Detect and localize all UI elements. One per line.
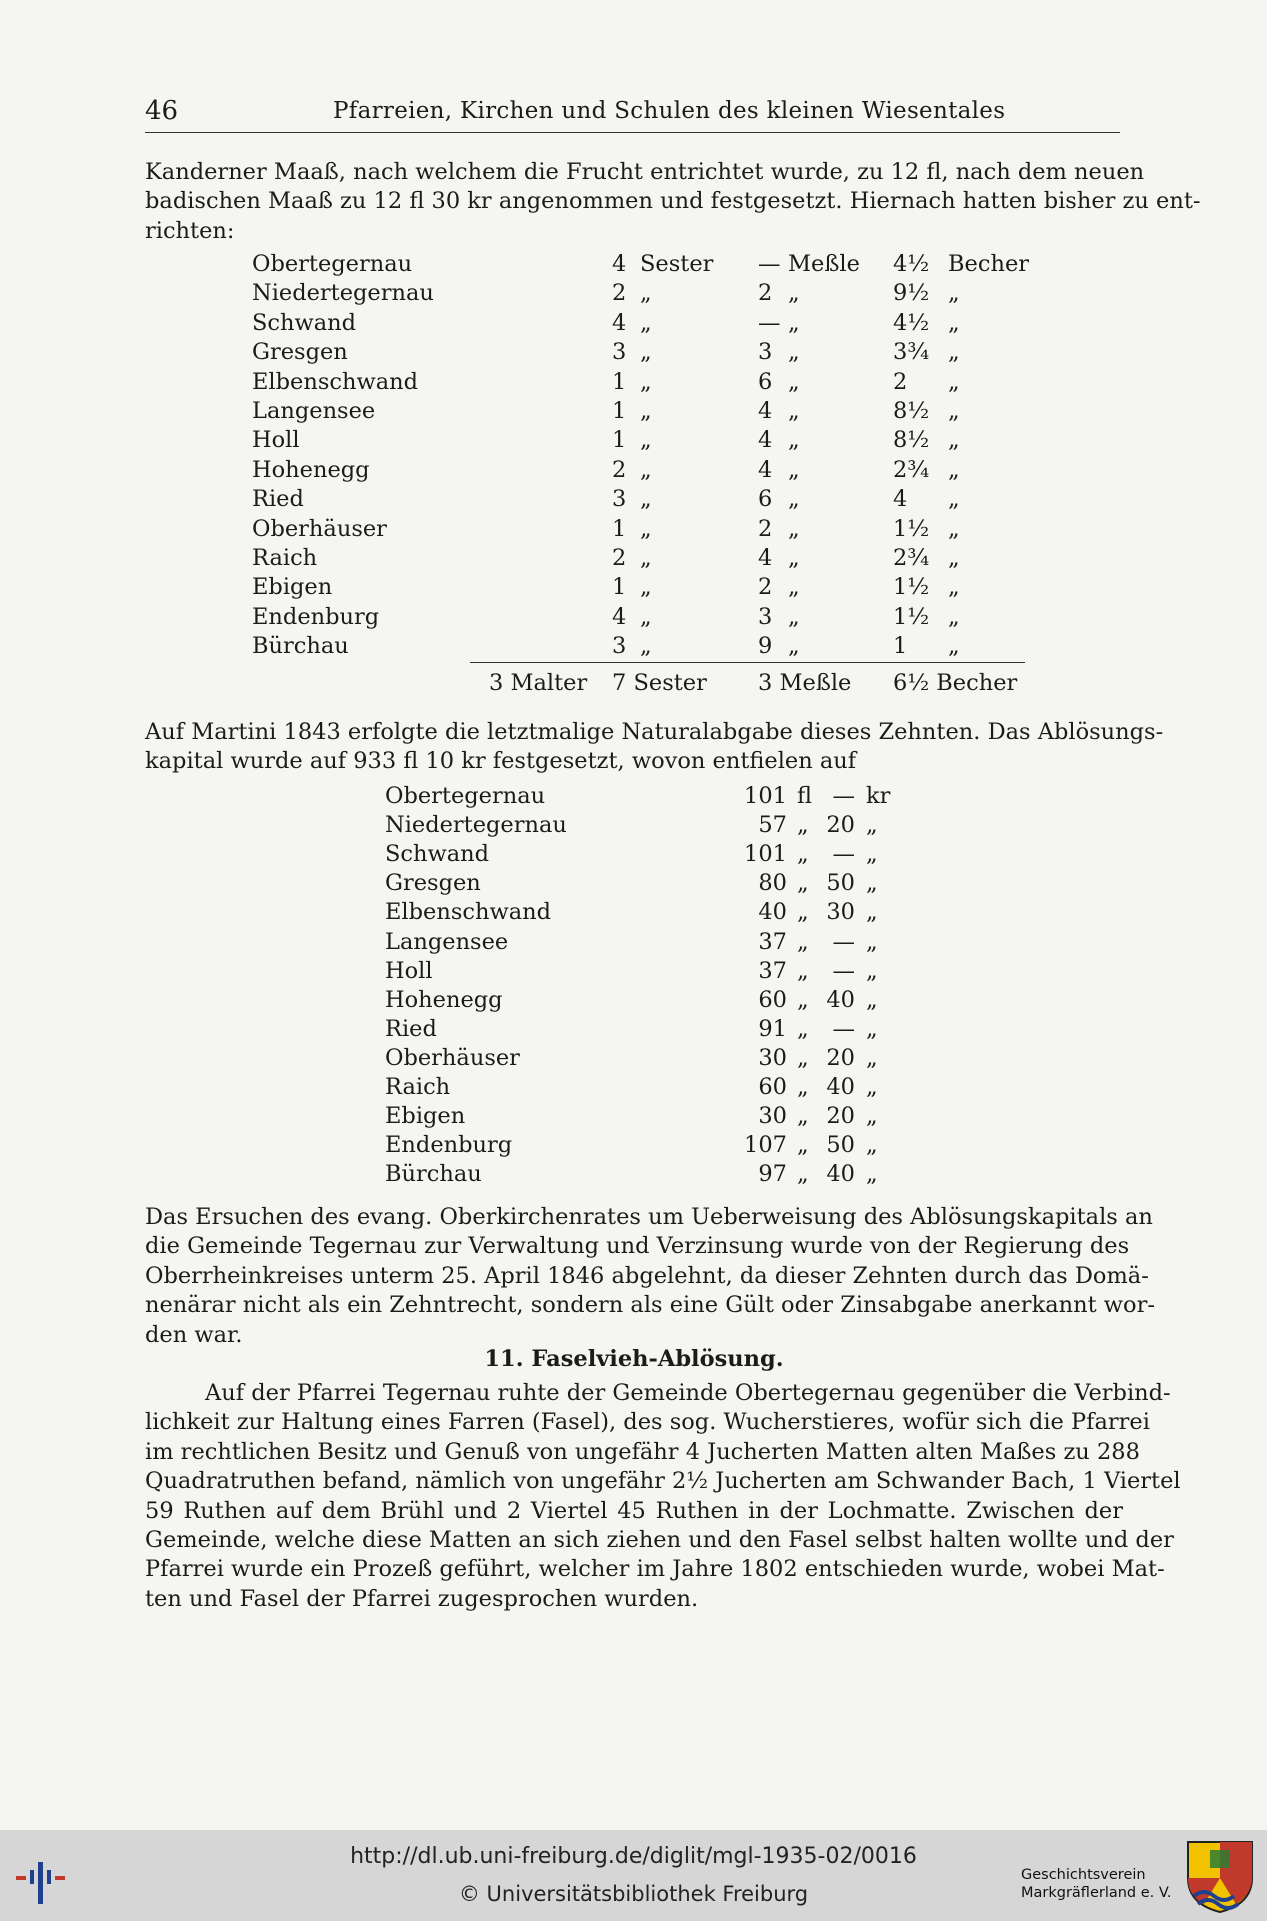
messle-value: 2 xyxy=(758,280,773,307)
place-name: Bürchau xyxy=(252,633,349,660)
becher-unit: „ xyxy=(948,456,960,483)
becher-unit: „ xyxy=(948,545,960,571)
gulden-unit: „ xyxy=(797,928,809,955)
becher-unit: „ xyxy=(948,574,960,601)
gulden-value: 80 xyxy=(758,870,787,897)
place-name: Ebigen xyxy=(252,574,333,601)
total-malter: 3 Malter xyxy=(489,670,588,696)
text-line: lichkeit zur Haltung eines Farren (Fasel), des sog. Wucherstieres, wofür sich die Pfarrei xyxy=(145,1409,1150,1436)
kreuzer-unit: „ xyxy=(866,870,878,897)
messle-unit: „ xyxy=(788,515,800,542)
text-line: richten: xyxy=(145,217,235,244)
sester-value: 3 xyxy=(612,633,627,660)
becher-unit: „ xyxy=(948,339,960,366)
gulden-unit: „ xyxy=(797,1074,809,1100)
sester-value: 4 xyxy=(612,251,627,277)
text-line: Kanderner Maaß, nach welchem die Frucht entrichtet wurde, zu 12 fl, nach dem neuen xyxy=(145,159,1145,185)
sester-value: 4 xyxy=(612,603,627,630)
messle-value: 3 xyxy=(758,603,773,630)
gulden-unit: fl xyxy=(797,783,813,809)
sester-value: 1 xyxy=(612,427,627,454)
gulden-value: 97 xyxy=(758,1161,787,1188)
kreuzer-unit: „ xyxy=(866,1044,878,1071)
kreuzer-value: — xyxy=(832,783,855,809)
messle-unit: „ xyxy=(788,633,800,660)
messle-value: 4 xyxy=(758,398,773,424)
text-line: Quadratruthen befand, nämlich von ungefähr 2½ Jucherten am Schwander Bach, 1 Viertel xyxy=(145,1468,1181,1495)
becher-unit: „ xyxy=(948,368,960,395)
place-name: Obertegernau xyxy=(252,251,413,277)
place-name: Ried xyxy=(252,486,304,513)
place-name: Langensee xyxy=(385,928,509,955)
gulden-unit: „ xyxy=(797,1132,809,1159)
text-line: Auf Martini 1843 erfolgte die letztmalige Naturalabgabe dieses Zehnten. Das Ablösungs- xyxy=(145,719,1164,745)
text-line: den war. xyxy=(145,1321,243,1348)
sester-unit: „ xyxy=(640,545,652,571)
place-name: Hohenegg xyxy=(385,986,503,1013)
society-line: Geschichtsverein xyxy=(1021,1867,1146,1883)
gulden-unit: „ xyxy=(797,1015,809,1042)
page-number: 46 xyxy=(145,96,179,126)
table-row xyxy=(0,899,878,928)
becher-value: 2¾ xyxy=(893,545,930,571)
place-name: Langensee xyxy=(252,398,376,424)
table-row xyxy=(0,339,960,368)
table-row xyxy=(0,1044,878,1074)
kreuzer-value: 40 xyxy=(826,986,855,1013)
text-line: Gemeinde, welche diese Matten an sich ziehen und den Fasel selbst halten wollte und der xyxy=(145,1527,1174,1554)
messle-value: 2 xyxy=(758,515,773,542)
place-name: Gresgen xyxy=(252,339,348,366)
table-row xyxy=(0,545,960,574)
table-row xyxy=(0,280,960,309)
gulden-value: 101 xyxy=(744,841,787,868)
sester-unit: „ xyxy=(640,456,652,483)
society-line: Markgräflerland e. V. xyxy=(1021,1885,1172,1901)
place-name: Schwand xyxy=(252,309,357,336)
place-name: Elbenschwand xyxy=(252,368,419,395)
gulden-value: 101 xyxy=(744,783,787,809)
total-messle: 3 Meßle xyxy=(758,670,852,696)
document-url[interactable]: http://dl.ub.uni-freiburg.de/diglit/mgl-1935-02/0016 xyxy=(350,1844,917,1869)
intro-paragraph xyxy=(145,158,1201,246)
table-row xyxy=(0,456,960,486)
table-row xyxy=(0,1132,878,1161)
becher-unit: „ xyxy=(948,603,960,630)
becher-value: 3¾ xyxy=(893,339,930,366)
becher-unit: „ xyxy=(948,309,960,336)
gulden-unit: „ xyxy=(797,1044,809,1071)
messle-unit: „ xyxy=(788,486,800,513)
kreuzer-value: 50 xyxy=(826,870,855,897)
messle-unit: „ xyxy=(788,309,800,336)
table-row xyxy=(0,368,960,398)
messle-unit: „ xyxy=(788,574,800,601)
table-row xyxy=(0,812,878,841)
place-name: Endenburg xyxy=(385,1132,513,1159)
table-row xyxy=(0,427,960,456)
becher-value: 8½ xyxy=(893,398,930,424)
table-row xyxy=(0,1015,878,1045)
place-name: Raich xyxy=(252,545,318,571)
messle-value: 9 xyxy=(758,633,773,660)
messle-unit: Meßle xyxy=(788,251,860,277)
becher-value: 4 xyxy=(893,486,908,513)
kreuzer-value: — xyxy=(832,1015,855,1042)
table-row xyxy=(0,309,960,339)
gulden-value: 91 xyxy=(758,1015,787,1042)
redemption-paragraph xyxy=(145,718,1164,777)
messle-unit: „ xyxy=(788,280,800,307)
place-name: Holl xyxy=(385,957,433,984)
sester-value: 2 xyxy=(612,280,627,307)
kreuzer-value: — xyxy=(832,928,855,955)
viewer-footer xyxy=(0,1830,1267,1921)
gulden-unit: „ xyxy=(797,957,809,984)
kreuzer-value: 20 xyxy=(826,1044,855,1071)
sester-unit: „ xyxy=(640,486,652,513)
becher-value: 2¾ xyxy=(893,456,930,483)
kreuzer-unit: „ xyxy=(866,1074,878,1100)
becher-unit: „ xyxy=(948,515,960,542)
messle-unit: „ xyxy=(788,603,800,630)
kreuzer-unit: „ xyxy=(866,986,878,1013)
kreuzer-unit: „ xyxy=(866,928,878,955)
gulden-unit: „ xyxy=(797,1161,809,1188)
becher-value: 2 xyxy=(893,368,908,395)
messle-unit: „ xyxy=(788,339,800,366)
becher-value: 1½ xyxy=(893,515,930,542)
becher-value: 8½ xyxy=(893,427,930,454)
sester-value: 4 xyxy=(612,309,627,336)
becher-unit: „ xyxy=(948,280,960,307)
becher-value: 4½ xyxy=(893,251,930,277)
text-line: Auf der Pfarrei Tegernau ruhte der Gemeinde Obertegernau gegenüber die Verbind- xyxy=(205,1380,1171,1406)
becher-value: 9½ xyxy=(893,280,930,307)
text-line: ten und Fasel der Pfarrei zugesprochen wurden. xyxy=(145,1585,699,1612)
messle-unit: „ xyxy=(788,545,800,571)
table-row xyxy=(0,957,878,987)
total-row xyxy=(0,670,1018,699)
kreuzer-value: 20 xyxy=(826,1103,855,1130)
table-row xyxy=(0,1074,878,1103)
table-row xyxy=(0,928,878,958)
gulden-value: 37 xyxy=(758,928,787,955)
kreuzer-unit: „ xyxy=(866,957,878,984)
becher-value: 1½ xyxy=(893,603,930,630)
table-row xyxy=(0,1161,878,1190)
gulden-unit: „ xyxy=(797,899,809,926)
table-row xyxy=(0,486,960,515)
text-line: kapital wurde auf 933 fl 10 kr festgesetzt, wovon entfielen auf xyxy=(145,748,857,775)
messle-value: 6 xyxy=(758,486,773,513)
kreuzer-unit: kr xyxy=(866,783,891,809)
kreuzer-unit: „ xyxy=(866,1132,878,1159)
kreuzer-unit: „ xyxy=(866,841,878,868)
kreuzer-unit: „ xyxy=(866,899,878,926)
section-heading: 11. Faselvieh-Ablösung. xyxy=(484,1346,784,1372)
closing-paragraph xyxy=(145,1203,1155,1350)
becher-unit: „ xyxy=(948,633,960,660)
gulden-unit: „ xyxy=(797,870,809,897)
becher-unit: „ xyxy=(948,427,960,454)
table-row xyxy=(0,841,878,870)
sester-unit: „ xyxy=(640,280,652,307)
coat-of-arms-icon xyxy=(1184,1838,1256,1914)
messle-value: — xyxy=(758,251,781,277)
sester-unit: „ xyxy=(640,515,652,542)
sester-value: 1 xyxy=(612,398,627,424)
gulden-value: 60 xyxy=(758,1074,787,1100)
becher-value: 1½ xyxy=(893,574,930,601)
kreuzer-value: 40 xyxy=(826,1161,855,1188)
place-name: Elbenschwand xyxy=(385,899,552,926)
gulden-value: 60 xyxy=(758,986,787,1013)
sester-value: 1 xyxy=(612,368,627,395)
sester-unit: „ xyxy=(640,368,652,395)
kreuzer-unit: „ xyxy=(866,1015,878,1042)
messle-value: 4 xyxy=(758,456,773,483)
sester-unit: „ xyxy=(640,603,652,630)
messle-value: — xyxy=(758,309,781,336)
gulden-unit: „ xyxy=(797,812,809,839)
sester-unit: „ xyxy=(640,339,652,366)
kreuzer-value: 30 xyxy=(826,899,855,926)
text-line: Oberrheinkreises unterm 25. April 1846 abgelehnt, da dieser Zehnten durch das Domä- xyxy=(145,1262,1149,1289)
table-row xyxy=(0,574,960,603)
sester-value: 1 xyxy=(612,515,627,542)
sester-unit: „ xyxy=(640,398,652,424)
place-name: Holl xyxy=(252,427,300,454)
place-name: Ebigen xyxy=(385,1103,466,1130)
table-row xyxy=(0,1103,878,1132)
place-name: Schwand xyxy=(385,841,490,868)
place-name: Endenburg xyxy=(252,603,380,630)
kreuzer-value: 20 xyxy=(826,812,855,839)
messle-value: 2 xyxy=(758,574,773,601)
becher-value: 1 xyxy=(893,633,908,660)
place-name: Obertegernau xyxy=(385,783,546,809)
sester-value: 2 xyxy=(612,545,627,571)
total-becher: 6½ Becher xyxy=(893,670,1018,696)
kreuzer-value: 40 xyxy=(826,1074,855,1100)
gulden-value: 40 xyxy=(758,899,787,926)
messle-value: 4 xyxy=(758,545,773,571)
text-line: die Gemeinde Tegernau zur Verwaltung und Verzinsung wurde von der Regierung des xyxy=(145,1233,1130,1260)
gulden-value: 37 xyxy=(758,957,787,984)
place-name: Niedertegernau xyxy=(385,812,567,839)
table-row xyxy=(0,398,960,427)
sester-value: 3 xyxy=(612,339,627,366)
total-sester: 7 Sester xyxy=(612,670,707,696)
section-paragraph xyxy=(145,1379,1181,1614)
gulden-value: 107 xyxy=(744,1132,787,1159)
page-header xyxy=(145,92,1120,133)
place-name: Oberhäuser xyxy=(252,515,387,542)
copyright-notice: © Universitätsbibliothek Freiburg xyxy=(458,1882,809,1906)
text-line: Das Ersuchen des evang. Oberkirchenrates um Ueberweisung des Ablösungskapitals an xyxy=(145,1204,1153,1230)
text-line: 59 Ruthen auf dem Brühl und 2 Viertel 45 Ruthen in der Lochmatte. Zwischen der xyxy=(145,1497,1123,1524)
table-row xyxy=(0,783,891,812)
gulden-value: 30 xyxy=(758,1044,787,1071)
gulden-unit: „ xyxy=(797,1103,809,1130)
gulden-value: 30 xyxy=(758,1103,787,1130)
sester-unit: „ xyxy=(640,633,652,660)
becher-unit: „ xyxy=(948,486,960,513)
sester-value: 2 xyxy=(612,456,627,483)
sester-unit: „ xyxy=(640,309,652,336)
messle-unit: „ xyxy=(788,456,800,483)
sester-value: 1 xyxy=(612,574,627,601)
kreuzer-value: — xyxy=(832,841,855,868)
text-line: nenärar nicht als ein Zehntrecht, sondern als eine Gült oder Zinsabgabe anerkannt wor- xyxy=(145,1292,1155,1319)
becher-unit: Becher xyxy=(948,251,1030,277)
messle-value: 4 xyxy=(758,427,773,454)
sester-unit: Sester xyxy=(640,251,714,277)
place-name: Oberhäuser xyxy=(385,1044,520,1071)
text-line: badischen Maaß zu 12 fl 30 kr angenommen und festgesetzt. Hiernach hatten bisher zu ent- xyxy=(145,188,1201,215)
messle-unit: „ xyxy=(788,368,800,395)
place-name: Ried xyxy=(385,1015,437,1042)
messle-value: 6 xyxy=(758,368,773,395)
becher-unit: „ xyxy=(948,398,960,424)
text-line: im rechtlichen Besitz und Genuß von ungefähr 4 Jucherten Matten alten Maßes zu 288 xyxy=(145,1438,1140,1465)
messle-unit: „ xyxy=(788,427,800,454)
table-row xyxy=(0,986,878,1016)
table-row xyxy=(0,603,960,633)
messle-unit: „ xyxy=(788,398,800,424)
messle-value: 3 xyxy=(758,339,773,366)
kreuzer-value: 50 xyxy=(826,1132,855,1159)
kreuzer-unit: „ xyxy=(866,1103,878,1130)
gulden-unit: „ xyxy=(797,986,809,1013)
gulden-unit: „ xyxy=(797,841,809,868)
place-name: Gresgen xyxy=(385,870,481,897)
place-name: Hohenegg xyxy=(252,456,370,483)
text-line: Pfarrei wurde ein Prozeß geführt, welcher im Jahre 1802 entschieden wurde, wobei Mat- xyxy=(145,1556,1165,1583)
sester-value: 3 xyxy=(612,486,627,513)
kreuzer-unit: „ xyxy=(866,1161,878,1188)
society-name xyxy=(1021,1866,1181,1902)
sester-unit: „ xyxy=(640,427,652,454)
place-name: Bürchau xyxy=(385,1161,482,1188)
table-row xyxy=(0,251,1030,280)
place-name: Raich xyxy=(385,1074,451,1100)
table-row xyxy=(0,870,878,899)
sum-rule xyxy=(470,662,1025,663)
becher-value: 4½ xyxy=(893,309,930,336)
sester-unit: „ xyxy=(640,574,652,601)
running-title: Pfarreien, Kirchen und Schulen des kleinen Wiesentales xyxy=(333,98,1006,124)
kreuzer-unit: „ xyxy=(866,812,878,839)
kreuzer-value: — xyxy=(832,957,855,984)
table-row xyxy=(0,633,960,662)
table-row xyxy=(0,515,960,545)
place-name: Niedertegernau xyxy=(252,280,434,307)
gulden-value: 57 xyxy=(758,812,787,839)
